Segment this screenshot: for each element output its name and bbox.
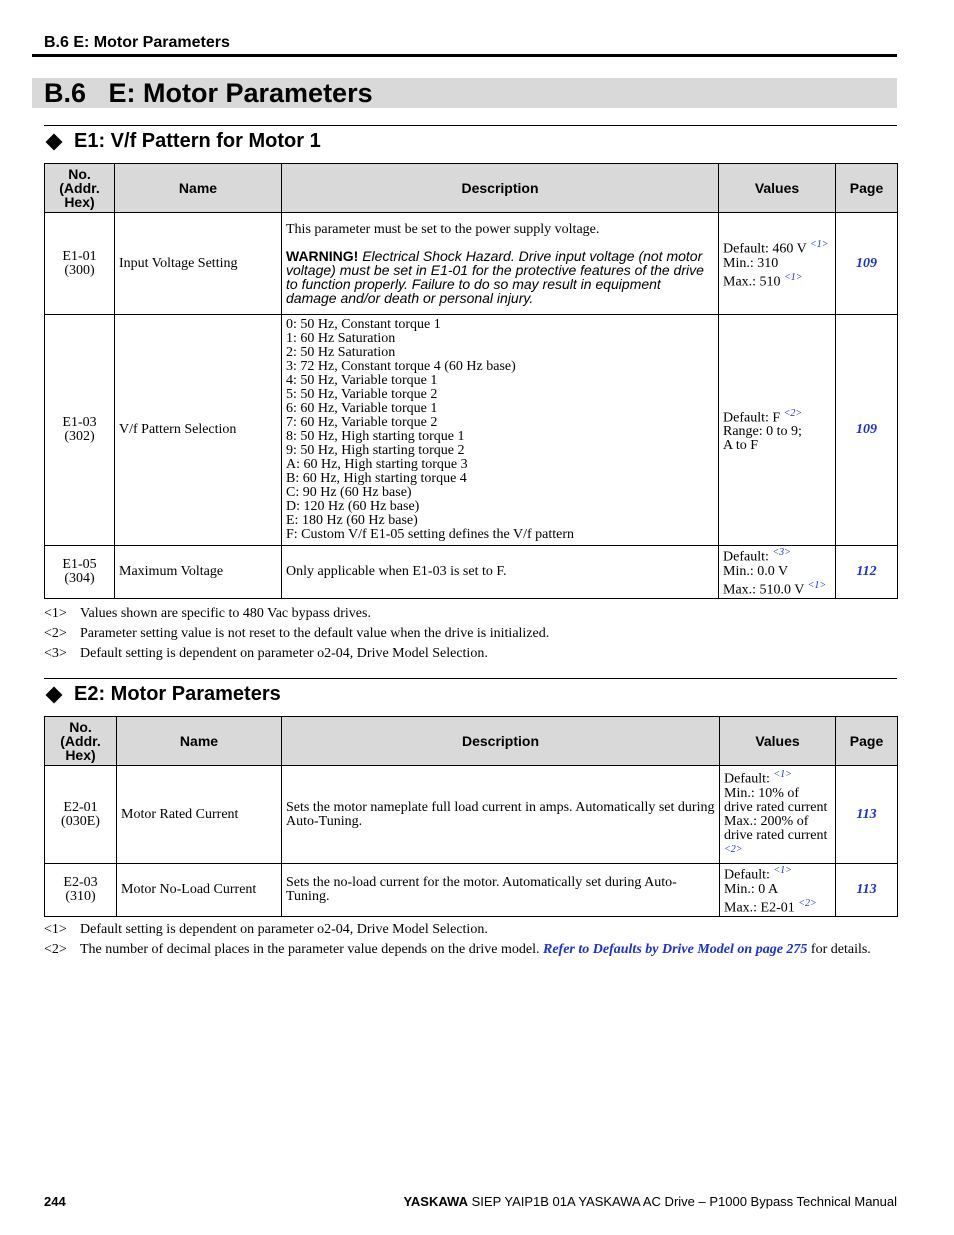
param-number: E2-01: [63, 799, 98, 815]
footer-page-number: 244: [44, 1194, 66, 1209]
footnote-ref[interactable]: <2>: [798, 898, 817, 909]
e1-parameter-table: [44, 163, 898, 599]
option-item: B: 60 Hz, High starting torque 4: [286, 471, 467, 486]
param-number-cell: [45, 315, 115, 546]
footnote-ref[interactable]: <1>: [807, 580, 827, 591]
option-item: 0: 50 Hz, Constant torque 1: [286, 317, 441, 332]
footnote: [44, 644, 549, 664]
option-item: E: 180 Hz (60 Hz base): [286, 513, 418, 528]
page-link[interactable]: 113: [836, 864, 898, 917]
e1-heading-text: E1: V/f Pattern for Motor 1: [74, 130, 321, 152]
value-min: Min.: 10% of drive rated current: [724, 785, 828, 815]
param-address: (030E): [61, 813, 100, 829]
footnote-text-before: The number of decimal places in the parameter value depends on the drive model.: [80, 942, 540, 957]
e1-heading: [44, 130, 321, 153]
option-item: 1: 60 Hz Saturation: [286, 331, 396, 346]
table-row: [45, 315, 898, 546]
footnote-text-after: for details.: [810, 942, 871, 957]
option-item: 7: 60 Hz, Variable torque 2: [286, 415, 438, 430]
param-values: [719, 315, 836, 546]
option-item: 5: 50 Hz, Variable torque 2: [286, 387, 438, 402]
e2-heading: [44, 683, 281, 706]
defaults-by-model-link[interactable]: Refer to Defaults by Drive Model on page 275: [543, 942, 808, 957]
param-values: [719, 546, 836, 599]
col-header-name: Name: [117, 717, 282, 766]
footnote-ref[interactable]: <1>: [773, 865, 792, 877]
description-text: Sets the motor nameplate full load current in amps. Automatically set during Auto-Tuning.: [286, 799, 715, 829]
warning-label: WARNING!: [286, 247, 359, 264]
col-header-name: Name: [115, 164, 282, 213]
section-title: B.6 E: Motor Parameters: [44, 78, 373, 108]
e1-heading-rule: [44, 125, 897, 126]
description-text: Only applicable when E1-03 is set to F.: [286, 564, 507, 579]
footnote-ref[interactable]: <2>: [724, 843, 743, 855]
footnote-text: Default setting is dependent on parameter o2-04, Drive Model Selection.: [80, 922, 488, 937]
param-name: Input Voltage Setting: [115, 213, 282, 315]
e2-parameter-table: [44, 716, 898, 917]
param-number-cell: [45, 546, 115, 599]
footnote-tag: <1>: [44, 606, 67, 621]
option-item: 4: 50 Hz, Variable torque 1: [286, 373, 438, 388]
param-description: [282, 315, 719, 546]
footnote-ref[interactable]: <1>: [809, 238, 829, 250]
param-number: E1-03: [62, 415, 97, 430]
col-header-page: Page: [836, 717, 898, 766]
param-name: Motor Rated Current: [117, 766, 282, 864]
diamond-bullet-icon: [46, 133, 63, 150]
col-header-values: Values: [719, 164, 836, 213]
table-row: [45, 213, 898, 315]
param-number-cell: [45, 864, 117, 917]
param-name: V/f Pattern Selection: [115, 315, 282, 546]
param-description: [282, 546, 719, 599]
page-link[interactable]: 113: [836, 766, 898, 864]
param-number-cell: [45, 213, 115, 315]
e2-header-row: [45, 717, 898, 766]
option-item: 3: 72 Hz, Constant torque 4 (60 Hz base): [286, 359, 516, 374]
value-min: Min.: 310: [723, 255, 779, 271]
option-item: A: 60 Hz, High starting torque 3: [286, 457, 468, 472]
col-header-no: No. (Addr. Hex): [45, 717, 117, 766]
footnote: [44, 940, 871, 960]
description-text: This parameter must be set to the power supply voltage.: [286, 221, 600, 237]
param-number: E2-03: [63, 875, 98, 890]
warning-block: [286, 249, 714, 305]
option-item: 6: 60 Hz, Variable torque 1: [286, 401, 438, 416]
page-link[interactable]: 112: [836, 546, 898, 599]
footnote-ref[interactable]: <1>: [784, 271, 803, 283]
diamond-bullet-icon: [46, 686, 63, 703]
param-address: (310): [65, 889, 96, 904]
option-item: 2: 50 Hz Saturation: [286, 345, 396, 360]
col-header-description: Description: [282, 717, 720, 766]
running-header: B.6 E: Motor Parameters: [44, 34, 230, 51]
value-default: Default: 460 V: [723, 241, 807, 257]
footnote-tag: <1>: [44, 922, 67, 937]
col-header-values: Values: [720, 717, 836, 766]
param-description: [282, 864, 720, 917]
value-min: Min.: 0 A: [724, 882, 779, 897]
footnote-ref[interactable]: <3>: [772, 547, 791, 559]
footnote: [44, 920, 871, 940]
footnote-tag: <2>: [44, 942, 67, 957]
col-header-page: Page: [836, 164, 898, 213]
footnote-text: Default setting is dependent on parameter o2-04, Drive Model Selection.: [80, 646, 488, 661]
value-default: Default:: [723, 550, 769, 565]
footer-manual-title: SIEP YAIP1B 01A YASKAWA AC Drive – P1000 Bypass Technical Manual: [471, 1194, 897, 1209]
page-link[interactable]: 109: [836, 213, 898, 315]
value-default: Default:: [724, 771, 770, 787]
description-text: Sets the no-load current for the motor. Automatically set during Auto-Tuning.: [286, 875, 677, 904]
value-default: Default: F: [723, 410, 781, 426]
value-max: Max.: 200% of drive rated current: [724, 813, 828, 843]
option-item: C: 90 Hz (60 Hz base): [286, 485, 412, 500]
value-range-cont: A to F: [723, 438, 759, 454]
value-default: Default:: [724, 868, 770, 883]
param-values: [720, 864, 836, 917]
footnote-ref[interactable]: <2>: [783, 407, 803, 419]
header-rule: [32, 54, 897, 57]
param-name: Maximum Voltage: [115, 546, 282, 599]
option-item: D: 120 Hz (60 Hz base): [286, 499, 420, 514]
e2-heading-rule: [44, 678, 897, 679]
option-item: 9: 50 Hz, High starting torque 2: [286, 443, 465, 458]
table-row: [45, 766, 898, 864]
value-max: Max.: E2-01: [724, 900, 795, 916]
footnote-text: Parameter setting value is not reset to the default value when the drive is initialized.: [80, 626, 550, 641]
param-number: E1-05: [62, 557, 97, 572]
footnote: [44, 604, 549, 624]
footer-title: [403, 1194, 897, 1209]
e1-footnotes: [44, 604, 549, 664]
value-range: Range: 0 to 9;: [723, 424, 802, 440]
e2-heading-text: E2: Motor Parameters: [74, 683, 281, 705]
param-values: [719, 213, 836, 315]
col-header-no: No. (Addr. Hex): [45, 164, 115, 213]
page-link[interactable]: 109: [836, 315, 898, 546]
option-item: 8: 50 Hz, High starting torque 1: [286, 429, 465, 444]
footnote-ref[interactable]: <1>: [773, 768, 792, 780]
table-row: [45, 864, 898, 917]
param-description: [282, 213, 719, 315]
param-values: [720, 766, 836, 864]
param-number: E1-01: [62, 248, 97, 264]
footer-brand: YASKAWA: [403, 1194, 468, 1209]
param-address: (300): [64, 262, 95, 278]
option-item: F: Custom V/f E1-05 setting defines the V/f pattern: [286, 527, 575, 542]
value-min: Min.: 0.0 V: [723, 564, 789, 579]
col-header-description: Description: [282, 164, 719, 213]
table-row: [45, 546, 898, 599]
e2-footnotes: [44, 920, 871, 960]
e1-header-row: [45, 164, 898, 213]
footnote-tag: <2>: [44, 626, 67, 641]
footnote-text: [80, 942, 871, 958]
footnote-text: Values shown are specific to 480 Vac bypass drives.: [80, 606, 371, 621]
footnote: [44, 624, 549, 644]
section-title-band: [32, 78, 897, 108]
footnote-tag: <3>: [44, 646, 67, 661]
param-address: (302): [64, 429, 95, 444]
param-description: [282, 766, 720, 864]
param-address: (304): [64, 571, 95, 586]
param-name: Motor No-Load Current: [117, 864, 282, 917]
value-max: Max.: 510: [723, 274, 781, 290]
value-max: Max.: 510.0 V: [723, 582, 805, 598]
param-number-cell: [45, 766, 117, 864]
warning-text: Electrical Shock Hazard. Drive input voltage (not motor voltage) must be set in E1-01 for the protective features of the drive to function properly. Failure to do so may result in equipment damage and/or death or personal injury.: [286, 247, 704, 306]
